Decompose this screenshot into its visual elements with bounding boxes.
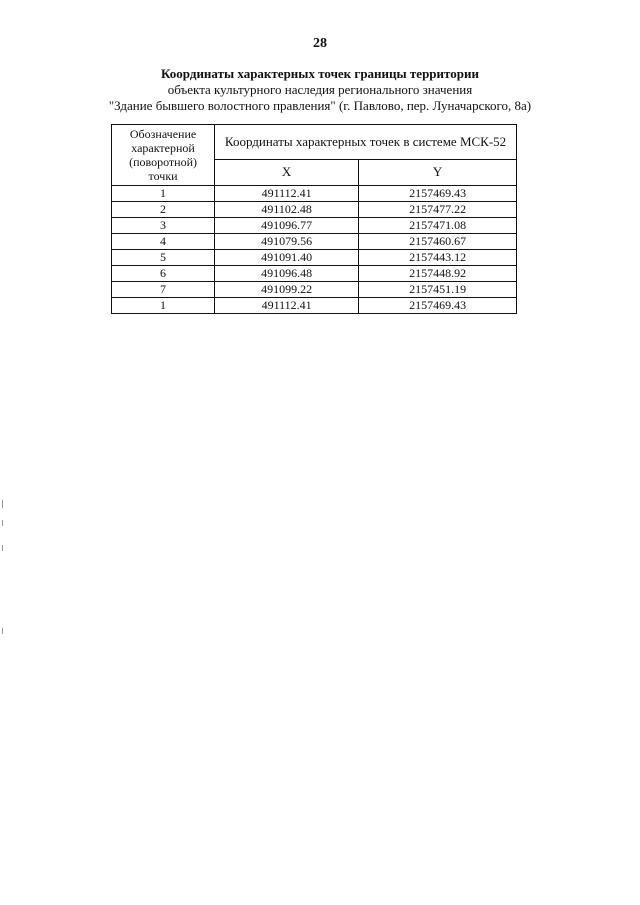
cell-y: 2157477.22 [359, 202, 517, 218]
cell-point: 5 [112, 250, 215, 266]
page-number: 28 [313, 36, 327, 51]
table-row [112, 186, 517, 202]
table-row [112, 266, 517, 282]
header-x: X [215, 159, 359, 185]
cell-x: 491112.41 [215, 186, 359, 202]
cell-point: 1 [112, 298, 215, 314]
table-row [112, 298, 517, 314]
cell-x: 491079.56 [215, 234, 359, 250]
title-line-2: объекта культурного наследия регионального значения [167, 82, 473, 97]
scan-margin-mark [2, 628, 3, 634]
cell-y: 2157448.92 [359, 266, 517, 282]
cell-x: 491091.40 [215, 250, 359, 266]
coordinates-table [111, 124, 517, 314]
table-row [112, 234, 517, 250]
scan-margin-mark [2, 500, 3, 508]
table-row [112, 218, 517, 234]
cell-point: 6 [112, 266, 215, 282]
cell-y: 2157471.08 [359, 218, 517, 234]
cell-point: 4 [112, 234, 215, 250]
cell-x: 491099.22 [215, 282, 359, 298]
cell-y: 2157460.67 [359, 234, 517, 250]
table-row [112, 202, 517, 218]
cell-x: 491096.77 [215, 218, 359, 234]
cell-point: 2 [112, 202, 215, 218]
title-line-1: Координаты характерных точек границы территории [161, 66, 479, 81]
header-point-label: Обозначение характерной (поворотной) точки [112, 125, 215, 186]
cell-y: 2157469.43 [359, 298, 517, 314]
title-line-3: "Здание бывшего волостного правления" (г. Павлово, пер. Луначарского, 8а) [108, 98, 532, 113]
cell-y: 2157469.43 [359, 186, 517, 202]
cell-point: 3 [112, 218, 215, 234]
table-header-row [112, 125, 517, 160]
scan-margin-mark [2, 545, 3, 551]
cell-y: 2157443.12 [359, 250, 517, 266]
table-row [112, 282, 517, 298]
header-y: Y [359, 159, 517, 185]
cell-point: 1 [112, 186, 215, 202]
scan-margin-mark [2, 520, 3, 526]
cell-x: 491112.41 [215, 298, 359, 314]
cell-y: 2157451.19 [359, 282, 517, 298]
table-row [112, 250, 517, 266]
document-title [0, 66, 640, 114]
cell-point: 7 [112, 282, 215, 298]
header-coordinate-system: Координаты характерных точек в системе МСК-52 [215, 125, 517, 160]
cell-x: 491102.48 [215, 202, 359, 218]
cell-x: 491096.48 [215, 266, 359, 282]
